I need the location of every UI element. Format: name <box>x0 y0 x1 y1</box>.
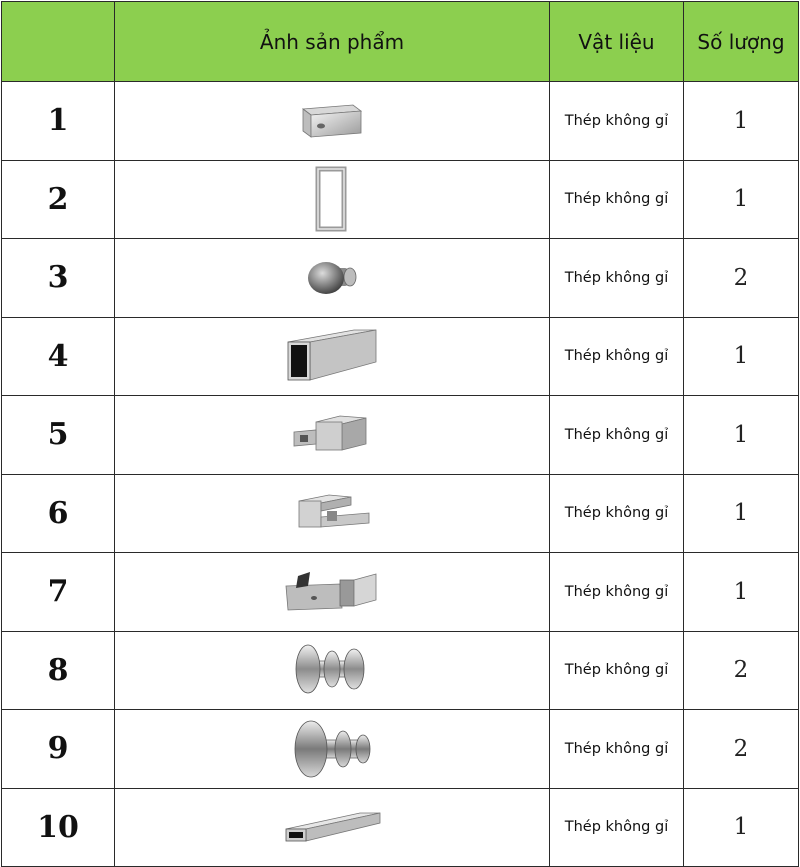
row-number: 9 <box>2 710 115 789</box>
product-image-cell <box>115 239 550 318</box>
table-row <box>2 160 799 239</box>
table-header-row <box>2 2 799 82</box>
glass-clip-bracket-icon <box>289 493 375 533</box>
row-number: 8 <box>2 631 115 710</box>
product-table <box>1 1 799 867</box>
glass-clamp-hinge-icon <box>297 101 367 141</box>
row-number: 2 <box>2 160 115 239</box>
table-row <box>2 396 799 475</box>
material-cell: Thép không gỉ <box>550 239 684 318</box>
table-row <box>2 553 799 632</box>
quantity-cell: 1 <box>684 317 799 396</box>
product-image-cell <box>115 82 550 161</box>
flat-rectangular-bar-icon <box>282 809 382 845</box>
quantity-cell: 2 <box>684 710 799 789</box>
door-handle-icon <box>312 165 352 233</box>
quantity-cell: 1 <box>684 82 799 161</box>
angle-bracket-icon <box>284 570 380 614</box>
product-image-cell <box>115 788 550 867</box>
quantity-cell: 1 <box>684 788 799 867</box>
material-cell: Thép không gỉ <box>550 710 684 789</box>
quantity-cell: 1 <box>684 474 799 553</box>
product-image-cell <box>115 474 550 553</box>
quantity-cell: 1 <box>684 396 799 475</box>
header-quantity: Số lượng <box>684 2 799 82</box>
row-number: 5 <box>2 396 115 475</box>
header-material: Vật liệu <box>550 2 684 82</box>
header-number <box>2 2 115 82</box>
product-image-cell <box>115 553 550 632</box>
table-row <box>2 239 799 318</box>
product-image-cell <box>115 631 550 710</box>
header-image: Ảnh sản phẩm <box>115 2 550 82</box>
row-number: 7 <box>2 553 115 632</box>
product-image-cell <box>115 317 550 396</box>
table-row <box>2 317 799 396</box>
row-number: 4 <box>2 317 115 396</box>
product-image-cell <box>115 710 550 789</box>
row-number: 1 <box>2 82 115 161</box>
quantity-cell: 1 <box>684 160 799 239</box>
table-row <box>2 788 799 867</box>
round-knob-cap-icon <box>302 256 362 300</box>
quantity-cell: 1 <box>684 553 799 632</box>
material-cell: Thép không gỉ <box>550 631 684 710</box>
material-cell: Thép không gỉ <box>550 553 684 632</box>
material-cell: Thép không gỉ <box>550 788 684 867</box>
table-row <box>2 631 799 710</box>
table-row <box>2 710 799 789</box>
row-number: 10 <box>2 788 115 867</box>
material-cell: Thép không gỉ <box>550 317 684 396</box>
roller-wheel-icon <box>290 641 374 699</box>
row-number: 3 <box>2 239 115 318</box>
material-cell: Thép không gỉ <box>550 474 684 553</box>
material-cell: Thép không gỉ <box>550 82 684 161</box>
table-row <box>2 474 799 553</box>
quantity-cell: 2 <box>684 631 799 710</box>
row-number: 6 <box>2 474 115 553</box>
material-cell: Thép không gỉ <box>550 160 684 239</box>
tube-connector-clamp-icon <box>290 414 374 456</box>
wall-stopper-roller-icon <box>289 718 375 780</box>
material-cell: Thép không gỉ <box>550 396 684 475</box>
product-image-cell <box>115 160 550 239</box>
square-tube-icon <box>284 328 380 384</box>
table-row <box>2 82 799 161</box>
product-image-cell <box>115 396 550 475</box>
quantity-cell: 2 <box>684 239 799 318</box>
